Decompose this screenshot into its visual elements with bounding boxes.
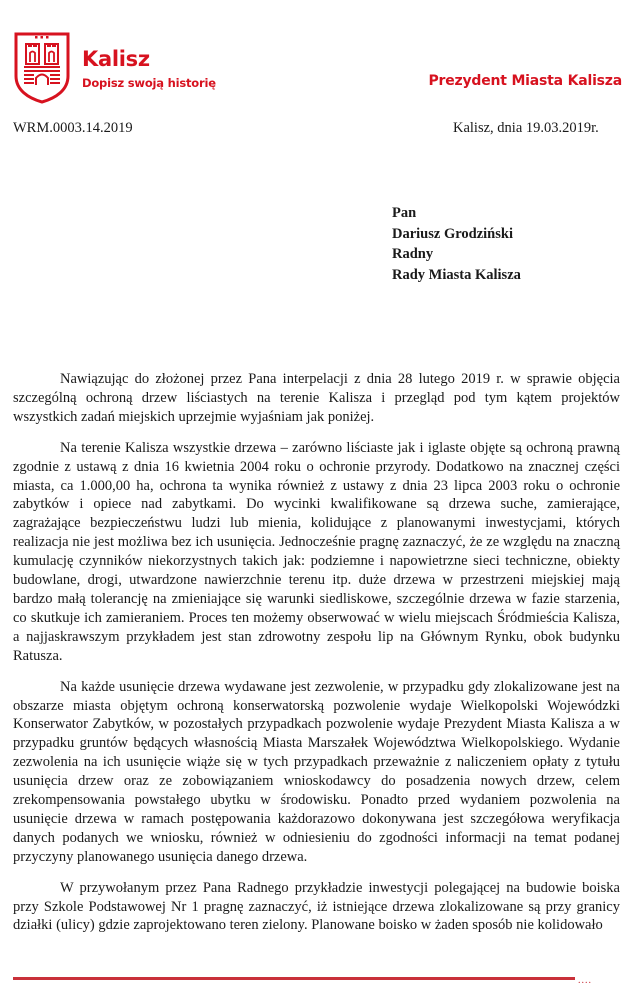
footer-divider (13, 977, 575, 980)
recipient-block (392, 203, 521, 285)
paragraph: Na każde usunięcie drzewa wydawane jest zezwolenie, w przypadku gdy zlokalizowane jest na obszarze miasta objętym ochroną konserwatorską pozwolenie wydaje Wielkopolski Wojewódzki Konserwator Zabytków, w pozostałych przypadkach pozwolenie wydaje Prezydent Miasta Kalisza a w przypadku gruntów będących własnością Miasta Marszałek Województwa Wielkopolskiego. Wydanie zezwolenia na ich usunięcie wiąże się w tych przypadkach przeważnie z naliczeniem opłaty z tytułu usunięcia drzew oraz ze zobowiązaniem wnioskodawcy do posadzenia nowych drzew, celem zrekompensowania powstałego ubytku w środowisku. Ponadto przed wydaniem pozwolenia na usunięcie drzewa w ramach postępowania każdorazowo dokonywana jest szczegółowa weryfikacja danych podanych we wniosku, również w odniesieniu do zgodności informacji na temat podanej przyczyny planowanego usunięcia danego drzewa. (13, 678, 620, 865)
recipient-role: Radny (392, 246, 434, 262)
kalisz-coat-of-arms-logo-icon (14, 32, 70, 104)
brand-tagline: Dopisz swoją historię (82, 76, 216, 90)
paragraph: W przywołanym przez Pana Radnego przykładzie inwestycji polegającej na budowie boiska przy Szkole Podstawowej Nr 1 pragnę zaznaczyć, iż istniejące drzewa zlokalizowane są przy granicy działki (ulicy) gdzie zaprojektowano teren zielony. Planowane boisko w żaden sposób nie kolidowało (13, 879, 620, 934)
recipient-salutation: Pan (392, 205, 417, 221)
letter-body (13, 370, 620, 947)
recipient-name: Dariusz Grodziński (392, 225, 513, 242)
continuation-dots: .... (578, 975, 592, 986)
paragraph: Na terenie Kalisza wszystkie drzewa – zarówno liściaste jak i iglaste objęte są ochroną prawną zgodnie z ustawą z dnia 16 kwietnia 2004 roku o ochronie przyrody. Dodatkowo na znacznej części miasta, ca 1.000,00 ha, ochrona ta wynika również z ustawy z dnia 23 lipca 2003 roku o ochronie zabytków i opiece nad zabytkami. Do wycinki kwalifikowane są drzewa suche, zamierające, zagrażające bezpieczeństwu ludzi lub mienia, kolidujące z planowanymi inwestycjami, których realizacja nie jest możliwa bez ich usunięcia. Jednocześnie pragnę zaznaczyć, że ze względu na znaczną kumulację czynników niekorzystnych takich jak: podziemne i napowietrzne sieci techniczne, obiekty budowlane, drogi, utwardzone nawierzchnie terenu itp. duże drzewa w przestrzeni miejskiej mają bardzo małą tolerancję na zmieniające się warunki siedliskowe, szczególnie drzewa w fazie starzenia, co skutkuje ich zamieraniem. Proces ten możemy obserwować w wielu miejscach Śródmieścia Kalisza, a najjaskrawszym przykładem jest stan zdrowotny zespołu lip na Głównym Rynku, obok budynku Ratusza. (13, 439, 620, 664)
office-title: Prezydent Miasta Kalisza (428, 73, 622, 89)
recipient-council: Rady Miasta Kalisza (392, 266, 521, 283)
date-line: Kalisz, dnia 19.03.2019r. (453, 120, 599, 136)
reference-number: WRM.0003.14.2019 (13, 120, 133, 136)
brand-name: Kalisz (82, 47, 150, 71)
paragraph: Nawiązując do złożonej przez Pana interpelacji z dnia 28 lutego 2019 r. w sprawie objęcia szczególną ochroną drzew liściastych na terenie Kalisza i przegląd pod tym kątem projektów wszystkich zadań miejskich uprzejmie wyjaśniam jak poniżej. (13, 371, 620, 425)
